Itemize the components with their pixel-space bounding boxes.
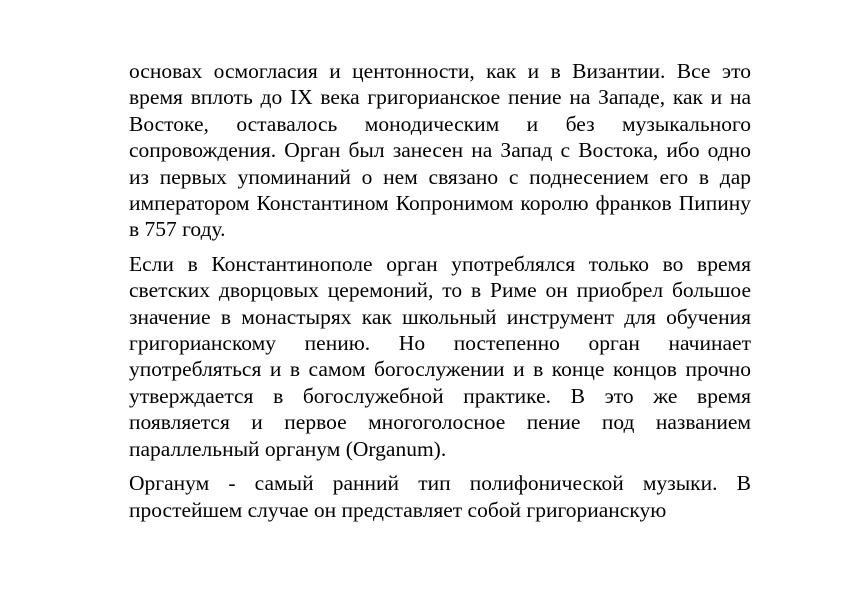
paragraph-organum-definition: Органум - самый ранний тип полифонической музыки. В простейшем случае он представляет собой григорианскую: [129, 471, 751, 522]
document-body: [129, 58, 751, 531]
paragraph-organ-in-rome: Если в Константинополе орган употреблялся только во время светских дворцовых церемоний, то в Риме он приобрел большое значение в монастырях как школьный инструмент для обучения григорианскому пению. Но постепенно орган начинает употребляться и в самом богослужении и в конце концов прочно утверждается в богослужебной практике. В это же время появляется и первое многоголосное пение под названием параллельный органум (Organum).: [129, 251, 751, 461]
paragraph-byzantine-chant-and-organ: основах осмогласия и центонности, как и в Византии. Все это время вплоть до IX века григорианское пение на Западе, как и на Востоке, оставалось монодическим и без музыкального сопровождения. Орган был занесен на Запад с Востока, ибо одно из первых упоминаний о нем связано с поднесением его в дар императором Константином Копронимом королю франков Пипину в 757 году.: [129, 59, 751, 242]
